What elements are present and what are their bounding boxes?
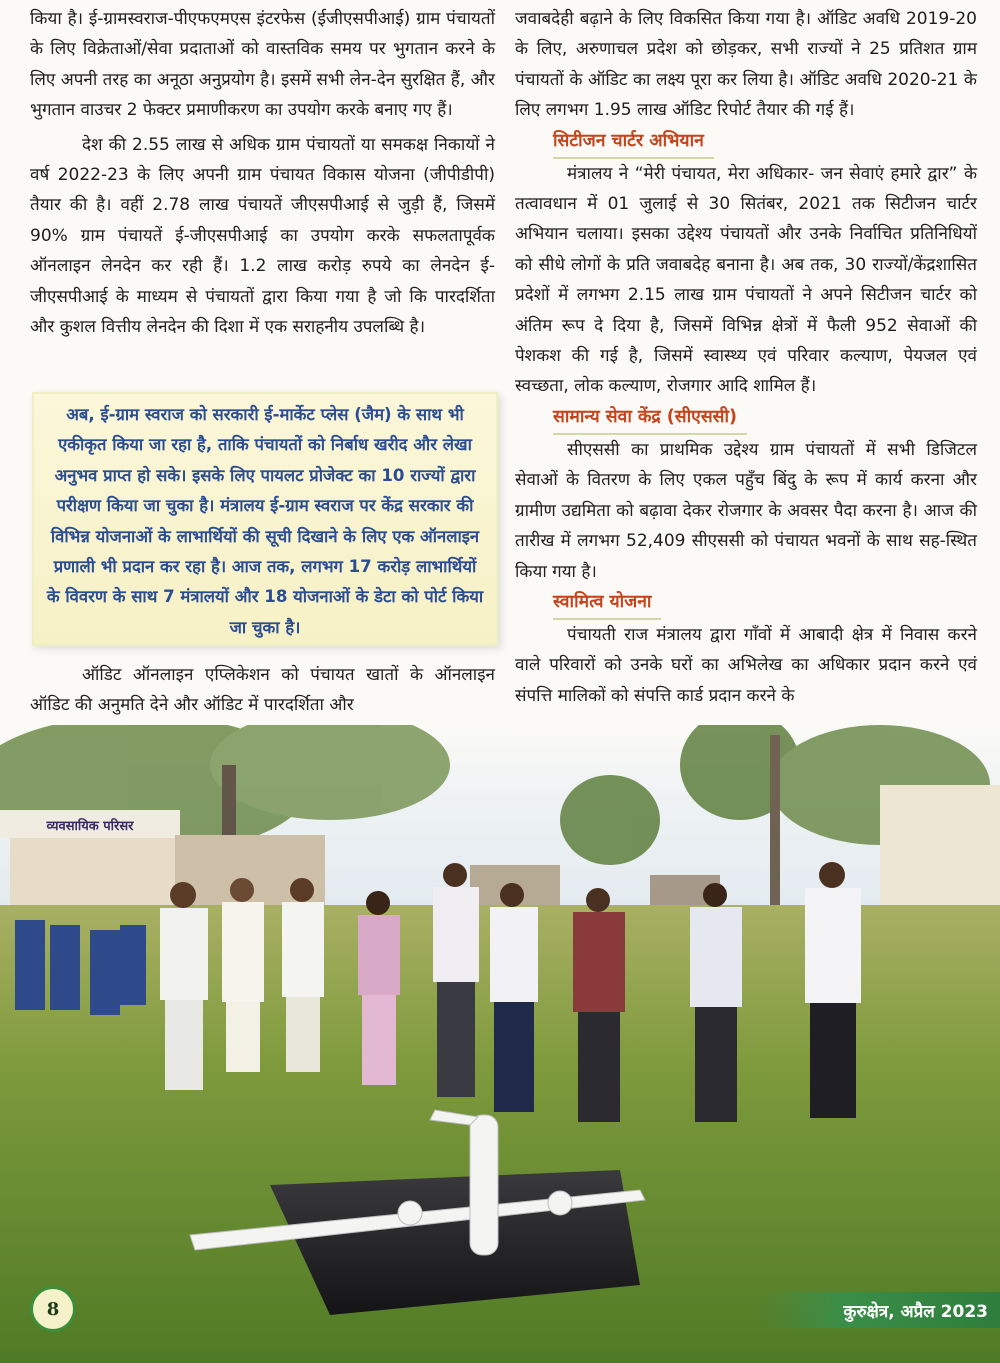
right-paragraph-2: मंत्रालय ने “मेरी पंचायत, मेरा अधिकार- जन सेवाएं हमारे द्वार” के तत्वावधान में 01 जुलाई से 30 सितंबर, 2021 तक सिटीजन चार्टर अभियान चलाया। इसका उद्देश्य पंचायतों और उनके निर्वाचित प्रतिनिधियों को सीधे लोगों के प्रति जवाबदेह बनाना है। अब तक, 30 राज्यों/केंद्रशासित प्रदेशों में लगभग 2.15 लाख ग्राम पंचायतों ने अपने सिटीजन चार्टर को अंतिम रूप दे दिया है, जिसमें विभिन्न क्षेत्रों में फैली 952 सेवाओं की पेशकश की गई है, जिसमें स्वास्थ्य एवं परिवार कल्याण, पेयजल एवं स्वच्छता, लोक कल्याण, रोजगार आदि शामिल हैं। [515,163,977,397]
right-paragraph-1: जवाबदेही बढ़ाने के लिए विकसित किया गया है। ऑडिट अवधि 2019-20 के लिए, अरुणाचल प्रदेश को छोड़कर, सभी राज्यों ने 25 प्रतिशत ग्राम पंचायतों के ऑडिट का लक्ष्य पूरा कर लिया है। ऑडिट अवधि 2020-21 के लिए लगभग 1.95 लाख ऑडिट रिपोर्ट तैयार की गई हैं। [515,9,977,121]
right-paragraph-4: पंचायती राज मंत्रालय द्वारा गाँवों में आबादी क्षेत्र में निवास करने वाले परिवारों को उनके घरों का अभिलेख का अधिकार प्रदान करने एवं संपत्ति मालिकों को संपत्ति कार्ड प्रदान करने के [515,624,977,706]
section-heading-csc: सामान्य सेवा केंद्र (सीएससी) [553,402,747,435]
left-paragraph-1: किया है। ई-ग्रामस्वराज-पीएफएमएस इंटरफेस (ईजीएसपीआई) ग्राम पंचायतों के लिए विक्रेताओं/सेवा प्रदाताओं को वास्तविक समय पर भुगतान करने के लिए अपनी तरह का अनूठा अनुप्रयोग है। इसमें सभी लेन-देन सुरक्षित हैं, और भुगतान वाउचर 2 फेक्टर प्रमाणीकरण का उपयोग करके बनाए गए हैं। [30,9,495,121]
footer-band [760,1292,1000,1328]
magazine-name-date: कुरुक्षेत्र, अप्रैल 2023 [843,1301,988,1322]
left-paragraph-2: देश की 2.55 लाख से अधिक ग्राम पंचायतों या समकक्ष निकायों ने वर्ष 2022-23 के लिए अपनी ग्राम पंचायत विकास योजना (जीपीडीपी) तैयार की है। वहीं 2.78 लाख पंचायतें जीएसपीआई से जुड़ी हैं, जिसमें 90% ग्राम पंचायतें ई-जीएसपीआई का उपयोग करके सफलतापूर्वक ऑनलाइन लेनदेन कर रही हैं। 1.2 लाख करोड़ रुपये का लेनदेन ई-जीएसपीआई के माध्यम से पंचायतों द्वारा किया गया है जो कि पारदर्शिता और कुशल वित्तीय लेनदेन की दिशा में एक सराहनीय उपलब्धि है। [30,134,495,338]
highlight-box [32,392,498,646]
section-heading-svamitva: स्वामित्व योजना [553,587,661,620]
drone-demonstration-photo [0,725,1000,1363]
right-column [515,4,977,711]
section-heading-citizen-charter: सिटीजन चार्टर अभियान [553,126,714,159]
left-column [30,4,495,342]
page-number: 8 [30,1286,76,1332]
right-paragraph-3: सीएससी का प्राथमिक उद्देश्य ग्राम पंचायतों में सभी डिजिटल सेवाओं के वितरण के लिए एकल पहुँच बिंदु के रूप में कार्य करना और ग्रामीण उद्यमिता को बढ़ावा देकर रोजगार के अवसर पैदा करना है। आज की तारीख में लगभग 52,409 सीएससी को पंचायत भवनों के साथ सह-स्थित किया गया है। [515,439,977,582]
highlight-text: अब, ई-ग्राम स्वराज को सरकारी ई-मार्केट प्लेस (जैम) के साथ भी एकीकृत किया जा रहा है, ताकि पंचायतों को निर्बाध खरीद और लेखा अनुभव प्राप्त हो सके। इसके लिए पायलट प्रोजेक्ट का 10 राज्यों द्वारा परीक्षण किया जा चुका है। मंत्रालय ई-ग्राम स्वराज पर केंद्र सरकार की विभिन्न योजनाओं के लाभार्थियों की सूची दिखाने के लिए एक ऑनलाइन प्रणाली भी प्रदान कर रहा है। आज तक, लगभग 17 करोड़ लाभार्थियों के विवरण के साथ 7 मंत्रालयों और 18 योजनाओं के डेटा को पोर्ट किया जा चुका है। [46,405,484,637]
left-column-continued [30,660,495,721]
left-paragraph-3: ऑडिट ऑनलाइन एप्लिकेशन को पंचायत खातों के ऑनलाइन ऑडिट की अनुमति देने और ऑडिट में पारदर्शिता और [30,665,495,716]
building-sign: व्यवसायिक परिसर [46,819,134,834]
